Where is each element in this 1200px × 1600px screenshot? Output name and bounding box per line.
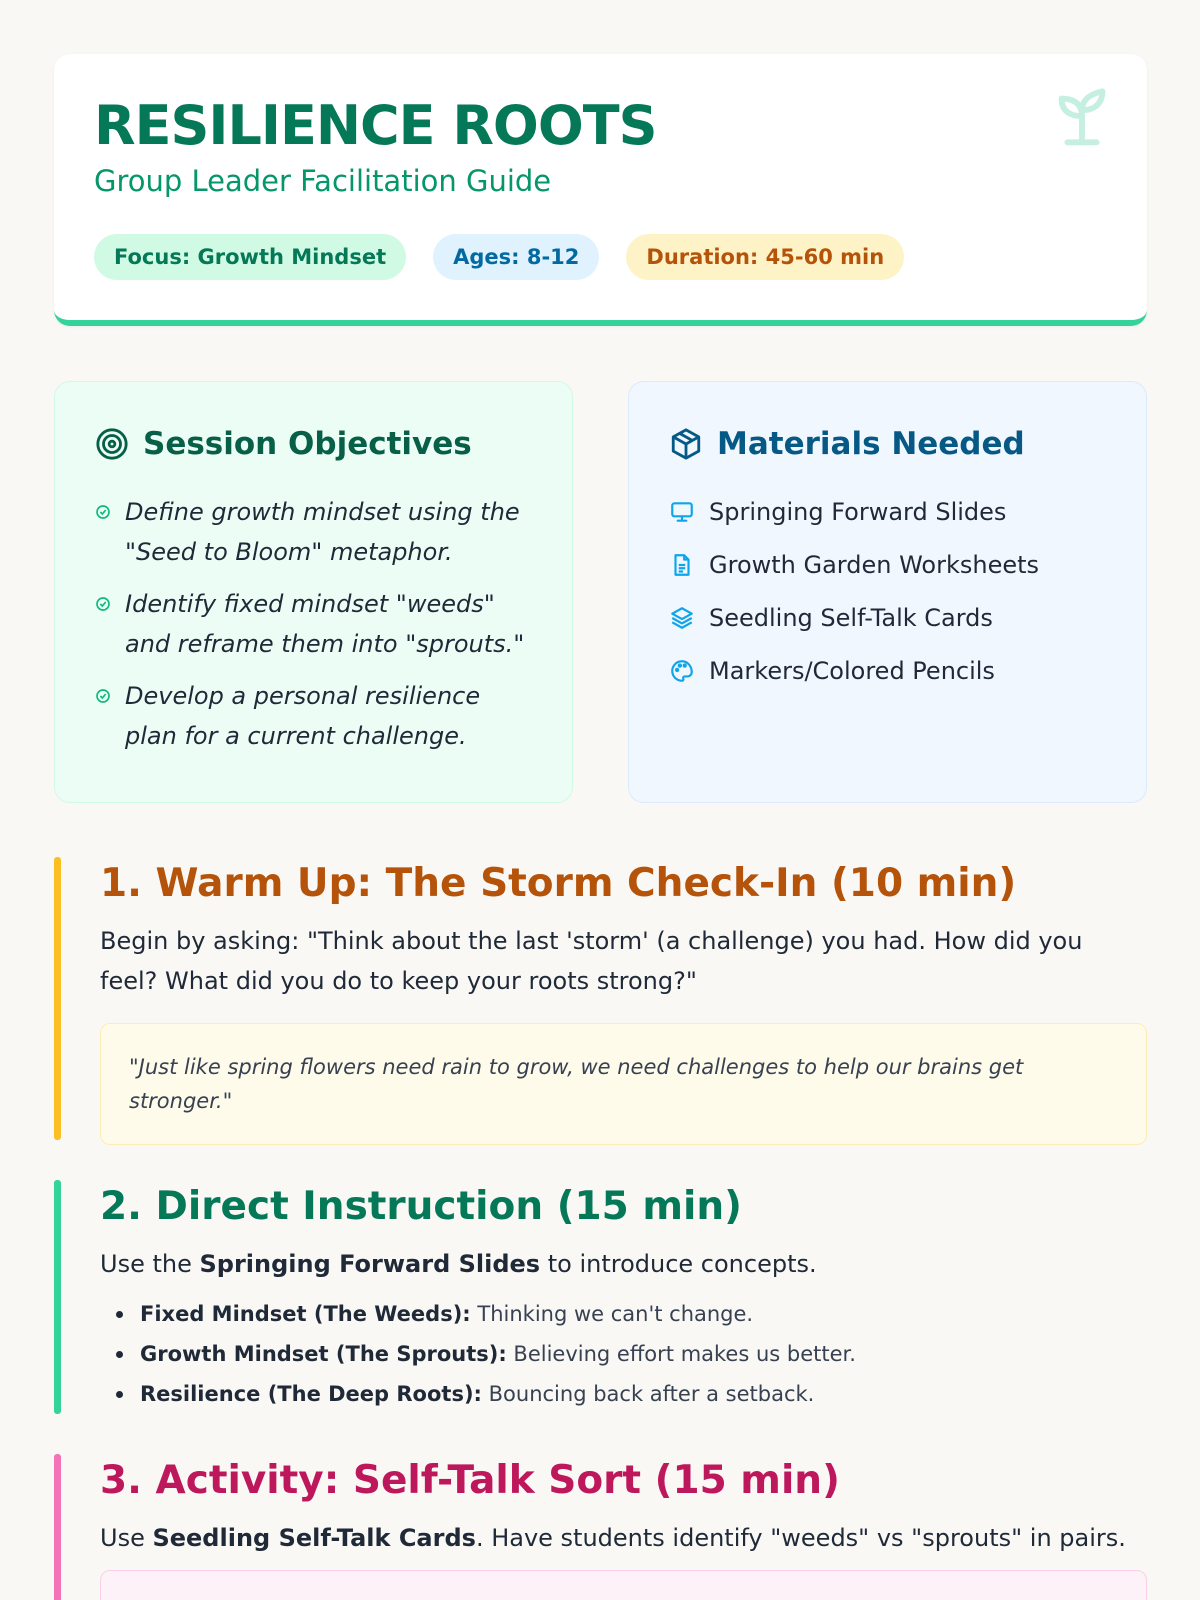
list-item	[95, 492, 532, 572]
materials-header	[669, 426, 1106, 462]
objective-text: Identify fixed mindset "weeds" and reframe them into "sprouts."	[125, 590, 525, 658]
monitor-icon	[669, 499, 695, 525]
list-item	[114, 1294, 1147, 1334]
list-item	[95, 676, 532, 756]
concept-desc: Bouncing back after a setback.	[481, 1382, 815, 1406]
box-icon	[669, 427, 703, 461]
body-text: Use	[100, 1524, 153, 1552]
body-text: Use the	[100, 1250, 200, 1278]
materials-panel	[628, 381, 1147, 803]
objectives-title: Session Objectives	[143, 426, 472, 462]
page-subtitle: Group Leader Facilitation Guide	[94, 164, 552, 198]
objective-text: Define growth mindset using the "Seed to Bloom" metaphor.	[125, 498, 520, 566]
section-accent-bar	[54, 1180, 61, 1414]
section-direct-instruction	[54, 1180, 1147, 1414]
list-item	[95, 584, 532, 664]
focus-badge: Focus: Growth Mindset	[94, 234, 406, 280]
materials-title: Materials Needed	[717, 426, 1025, 462]
concept-term: Fixed Mindset (The Weeds):	[140, 1302, 471, 1326]
quote-box: "Just like spring flowers need rain to grow, we need challenges to help our brains get stronger."	[100, 1023, 1147, 1145]
check-circle-icon	[95, 688, 111, 704]
ages-badge: Ages: 8-12	[433, 234, 599, 280]
body-text: . Have students identify "weeds" vs "sprouts" in pairs.	[475, 1524, 1126, 1552]
document-icon	[669, 552, 695, 578]
section-warm-up	[54, 857, 1147, 1140]
objective-text: Develop a personal resilience plan for a current challenge.	[125, 682, 481, 750]
duration-badge: Duration: 45-60 min	[626, 234, 904, 280]
section-accent-bar	[54, 1454, 61, 1600]
sprout-icon	[1047, 84, 1117, 154]
section-body: Begin by asking: "Think about the last 'storm' (a challenge) you had. How did you feel? What did you do to keep your roots strong?"	[100, 927, 1083, 995]
section-title: 2. Direct Instruction (15 min)	[100, 1184, 742, 1229]
objectives-panel	[54, 381, 573, 803]
material-text: Growth Garden Worksheets	[709, 551, 1040, 579]
list-item	[669, 651, 1106, 691]
concept-term: Resilience (The Deep Roots):	[140, 1382, 482, 1406]
body-emphasis: Seedling Self-Talk Cards	[152, 1524, 476, 1552]
section-body	[100, 1518, 1147, 1558]
section-body	[100, 1244, 1147, 1284]
concept-list	[100, 1294, 1147, 1414]
section-accent-bar	[54, 857, 61, 1140]
check-circle-icon	[95, 504, 111, 520]
section-activity	[54, 1454, 1147, 1600]
material-text: Seedling Self-Talk Cards	[709, 604, 993, 632]
list-item	[669, 598, 1106, 638]
objectives-header	[95, 426, 532, 462]
list-item	[669, 492, 1106, 532]
list-item	[669, 545, 1106, 585]
list-item	[114, 1374, 1147, 1414]
layers-icon	[669, 605, 695, 631]
section-title: 3. Activity: Self-Talk Sort (15 min)	[100, 1458, 840, 1503]
objectives-list	[95, 492, 532, 756]
target-icon	[95, 427, 129, 461]
palette-icon	[669, 658, 695, 684]
page-title: RESILIENCE ROOTS	[94, 94, 657, 157]
activity-box	[100, 1570, 1147, 1600]
section-title: 1. Warm Up: The Storm Check-In (10 min)	[100, 861, 1017, 906]
body-text: to introduce concepts.	[540, 1250, 817, 1278]
list-item	[114, 1334, 1147, 1374]
badge-row	[94, 234, 904, 280]
material-text: Markers/Colored Pencils	[709, 657, 995, 685]
check-circle-icon	[95, 596, 111, 612]
concept-desc: Believing effort makes us better.	[506, 1342, 856, 1366]
materials-list	[669, 492, 1106, 691]
body-emphasis: Springing Forward Slides	[199, 1250, 541, 1278]
concept-term: Growth Mindset (The Sprouts):	[140, 1342, 507, 1366]
material-text: Springing Forward Slides	[709, 498, 1007, 526]
concept-desc: Thinking we can't change.	[470, 1302, 754, 1326]
header-card	[54, 54, 1147, 326]
